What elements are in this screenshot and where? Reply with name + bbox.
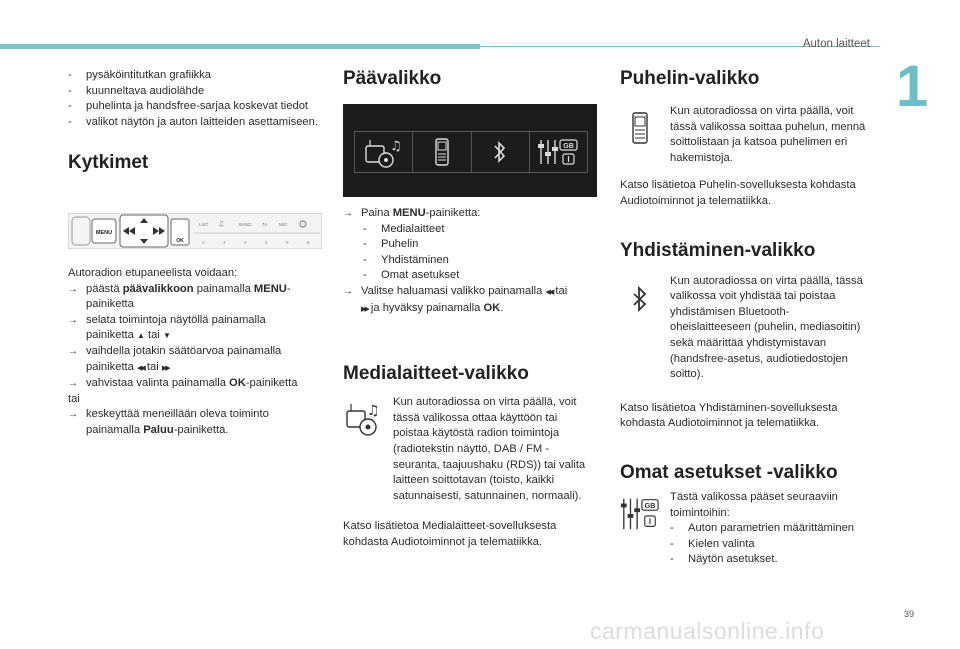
media-reference: Katso lisätietoa Medialaitteet-sovelluksesta kohdasta Audiotoiminnot ja telematiikka. [343, 520, 557, 548]
seek-forward-icon: ▶▶ [161, 364, 169, 372]
ok-key-label: OK [176, 238, 184, 244]
settings-icon [530, 132, 587, 172]
settings-text: Tästä valikossa pääset seuraaviin toimintoihin: [670, 490, 838, 519]
settings-item: - Auton parametrien määrittäminen [670, 521, 870, 537]
watermark: carmanualsonline.info [590, 618, 825, 644]
media-icon [355, 132, 413, 172]
seek-back-icon: ◀◀ [545, 288, 553, 296]
heading-yhdistaminen: Yhdistäminen-valikko [620, 239, 816, 261]
column-1 [68, 68, 326, 174]
page-number: 39 [904, 609, 915, 619]
menu-item: - Omat asetukset [343, 268, 599, 284]
intro-item: - valikot näytön ja auton laitteiden asettamiseen. [68, 115, 326, 131]
seek-forward-icon: ▶▶ [361, 305, 368, 313]
kytkimet-text [68, 266, 326, 439]
bluetooth-icon [472, 132, 530, 172]
intro-item: - pysäköintitutkan grafiikka [68, 68, 326, 84]
list-key-label: LIST [199, 222, 209, 227]
heading-paavalikko: Päävalikko [343, 68, 442, 89]
svg-text:GB: GB [644, 501, 656, 510]
svg-text:3: 3 [244, 240, 247, 245]
intro-item: - kuunneltava audiolähde [68, 84, 326, 100]
paavalikko-text [343, 206, 599, 551]
svg-text:GB: GB [563, 143, 575, 150]
section-title: Auton laitteet [802, 38, 870, 50]
phone-reference: Katso lisätietoa Puhelin-sovelluksesta kohdasta Audiotoiminnot ja telematiikka. [620, 179, 856, 207]
lead-text: Autoradion etupaneelista voidaan: [68, 267, 238, 279]
svg-text:4: 4 [265, 240, 268, 245]
media-text: Kun autoradiossa on virta päällä, voit tässä valikossa ottaa käyttöön tai poistaa käytöstä radion toimintoja (radiotekstin näyttö, DAB / FM -seuranta, taajuushaku (RDS)) tai valita laitteen soittotavan (toisto, kaikki satunnaisesti, satunnainen, normaali). [393, 396, 586, 502]
main-menu-screen-illustration [343, 104, 597, 197]
bullet-adjust: → vaihdella jotakin säätöarvoa painamalla painiketta ◀◀ tai ▶▶ [68, 344, 326, 376]
svg-text:1: 1 [202, 240, 205, 245]
intro-item: - puhelinta ja handsfree-sarjaa koskevat tiedot [68, 99, 326, 115]
up-arrow-icon: ▲ [137, 331, 145, 341]
or-text: tai [68, 392, 80, 405]
bullet-select-menu: → Valitse haluamasi valikko painamalla ◀◀ tai ▶▶ ja hyväksy painamalla OK. [343, 284, 599, 317]
bullet-confirm: → vahvistaa valinta painamalla OK-painiketta [68, 376, 326, 392]
band-key-label: BAND [239, 222, 252, 227]
column-3 [620, 68, 876, 568]
menu-key-label: MENU [95, 230, 113, 236]
down-arrow-icon: ▼ [162, 331, 171, 341]
ta-key-label: TA [262, 222, 268, 227]
media-icon [343, 395, 383, 504]
svg-text:♫: ♫ [218, 220, 225, 228]
phone-icon [620, 104, 660, 166]
svg-text:5: 5 [286, 240, 289, 245]
bullet-main-menu: → päästä päävalikkoon painamalla MENU-painiketta [68, 282, 326, 313]
radio-panel-icon [68, 213, 322, 249]
menu-item: - Yhdistäminen [343, 253, 599, 269]
settings-item: - Kielen valinta [670, 537, 870, 553]
seek-back-icon: ◀◀ [137, 364, 144, 372]
phone-icon [413, 132, 471, 172]
connect-reference: Katso lisätietoa Yhdistäminen-sovelluksesta kohdasta Audiotoiminnot ja telematiikka. [620, 401, 838, 430]
menu-item: - Medialaitteet [343, 222, 599, 238]
bullet-browse: → selata toimintoja näytöllä painamalla painiketta ▲ tai ▼ [68, 313, 326, 344]
svg-text:6: 6 [307, 240, 310, 245]
heading-puhelin: Puhelin-valikko [620, 68, 760, 89]
menu-item: - Puhelin [343, 237, 599, 253]
header-accent-bar [0, 44, 480, 49]
svg-text:2: 2 [223, 240, 226, 245]
heading-medialaitteet: Medialaitteet-valikko [343, 363, 529, 385]
settings-icon [620, 490, 660, 568]
bullet-press-menu: → Paina MENU-painiketta: [343, 206, 599, 222]
connect-text: Kun autoradiossa on virta päällä, tässä valikossa voit yhdistää tai poistaa yhdistämisen Bluetooth-oheislaitteeseen (puhelin, mediasoitin) sekä määrittää yhdistymistavan (handsfree-asetus, audiotiedostojen soitto). [670, 274, 863, 381]
heading-omat-asetukset: Omat asetukset -valikko [620, 461, 838, 483]
bluetooth-icon [620, 274, 660, 383]
heading-kytkimet: Kytkimet [68, 152, 149, 174]
chapter-number: 1 [896, 54, 929, 119]
settings-item: - Näytön asetukset. [670, 552, 870, 568]
column-2-heading [343, 68, 599, 90]
bullet-cancel: → keskeyttää meneillään oleva toiminto painamalla Paluu-painiketta. [68, 407, 326, 438]
phone-text: Kun autoradiossa on virta päällä, voit tässä valikossa soittaa puhelun, mennä soittolistaan ja katsoa puhelimen eri hakemistoja. [670, 105, 866, 164]
svg-text:♫: ♫ [367, 403, 380, 420]
radio-front-panel-illustration [68, 213, 322, 249]
mic-key-label: MIC [279, 222, 288, 227]
svg-text:♫: ♫ [389, 139, 402, 154]
